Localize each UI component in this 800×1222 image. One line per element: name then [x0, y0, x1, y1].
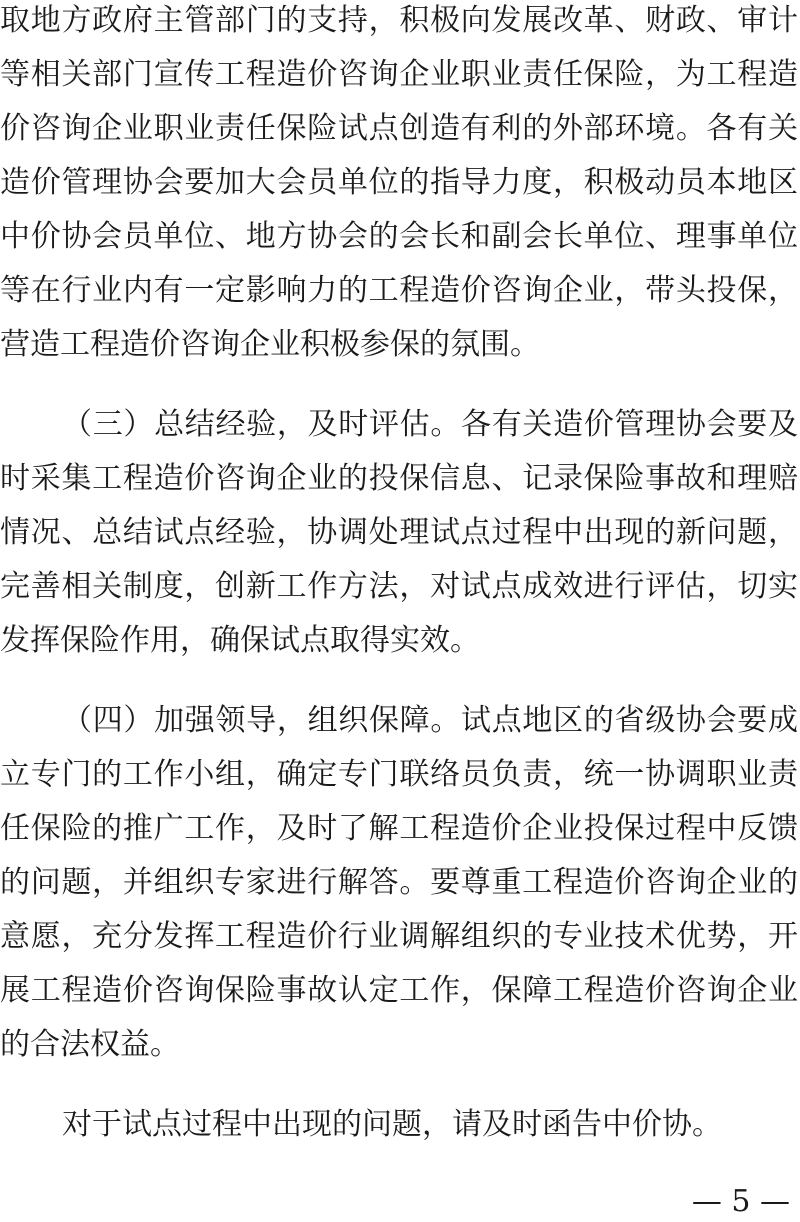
text-line: 立专门的工作小组，确定专门联络员负责，统一协调职业责 — [0, 757, 798, 792]
text-line: 的问题，并组织专家进行解答。要尊重工程造价咨询企业的 — [0, 865, 798, 900]
text-line: 取地方政府主管部门的支持，积极向发展改革、财政、审计 — [0, 3, 798, 38]
text-line: （四）加强领导，组织保障。试点地区的省级协会要成 — [62, 703, 798, 738]
text-line: 等在行业内有一定影响力的工程造价咨询企业，带头投保， — [0, 273, 798, 308]
text-line: 营造工程造价咨询企业积极参保的氛围。 — [0, 327, 540, 362]
page-number: — 5 — — [691, 1184, 790, 1219]
text-line: 任保险的推广工作，及时了解工程造价企业投保过程中反馈 — [0, 811, 798, 846]
text-line: 完善相关制度，创新工作方法，对试点成效进行评估，切实 — [0, 569, 798, 604]
text-line: 的合法权益。 — [0, 1027, 180, 1062]
text-line: 中价协会员单位、地方协会的会长和副会长单位、理事单位 — [0, 219, 798, 254]
text-line: 造价管理协会要加大会员单位的指导力度，积极动员本地区 — [0, 165, 798, 200]
text-line: 等相关部门宣传工程造价咨询企业职业责任保险，为工程造 — [0, 57, 798, 92]
text-line: （三）总结经验，及时评估。各有关造价管理协会要及 — [62, 407, 798, 442]
text-line: 展工程造价咨询保险事故认定工作，保障工程造价咨询企业 — [0, 973, 798, 1008]
text-line: 意愿，充分发挥工程造价行业调解组织的专业技术优势，开 — [0, 919, 798, 954]
text-line: 时采集工程造价咨询企业的投保信息、记录保险事故和理赔 — [0, 461, 798, 496]
text-line: 价咨询企业职业责任保险试点创造有利的外部环境。各有关 — [0, 111, 798, 146]
text-line: 情况、总结试点经验，协调处理试点过程中出现的新问题， — [0, 515, 798, 550]
text-line: 对于试点过程中出现的问题，请及时函告中价协。 — [62, 1107, 722, 1142]
text-line: 发挥保险作用，确保试点取得实效。 — [0, 623, 480, 658]
